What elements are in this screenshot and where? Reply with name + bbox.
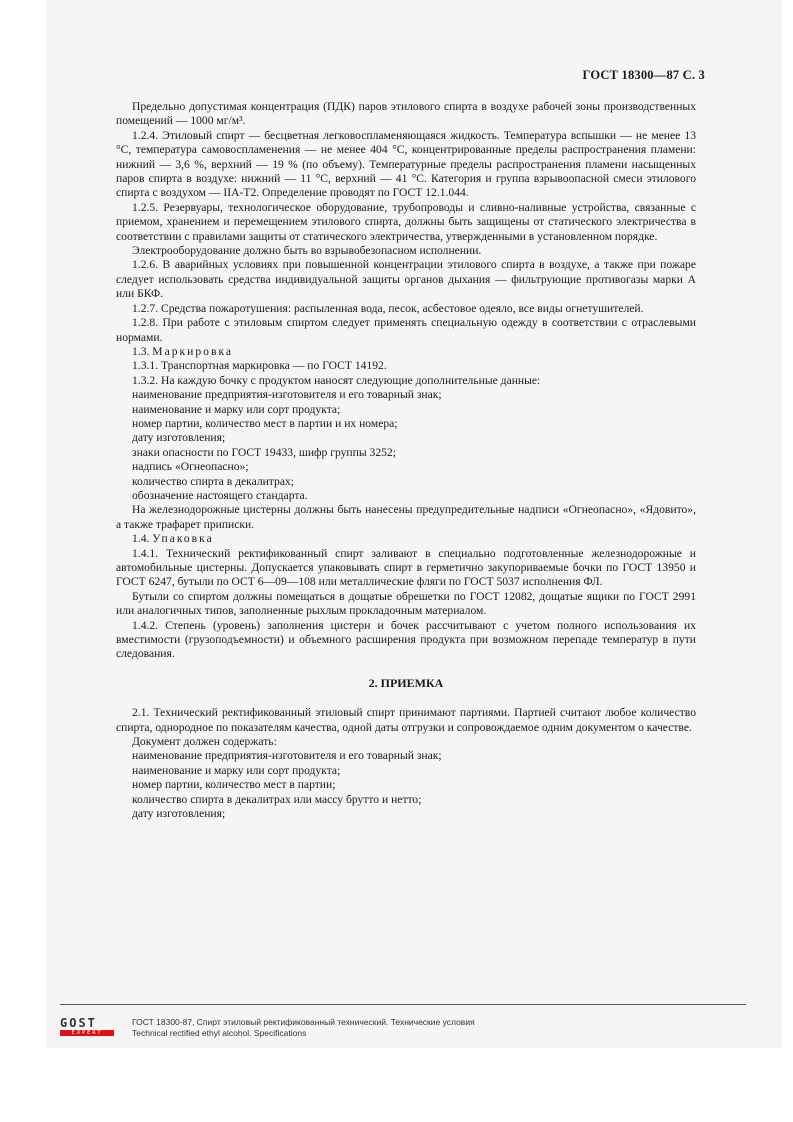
chapter-heading: 2. ПРИЕМКА	[368, 675, 444, 690]
paragraph: 1.2.5. Резервуары, технологическое оборудование, трубопроводы и сливно-наливные устройства, связанные с приемом, хранением и перемещением этилового спирта, должны быть защищены от статического электричества в соответствии с правилами защиты от статического электричества, утвержденными в установленном порядке.	[116, 200, 696, 243]
paragraph: Электрооборудование должно быть во взрывобезопасном исполнении.	[132, 244, 482, 258]
footer-caption	[132, 1017, 475, 1039]
page-header: ГОСТ 18300—87 С. 3	[582, 68, 705, 82]
paragraph: 2.1. Технический ректификованный этиловый спирт принимают партиями. Партией считают любое количество спирта, однородное по показателям качества, одной даты отгрузки и сопровождаемое одним документом о качестве.	[116, 706, 696, 734]
list-item: дату изготовления;	[132, 431, 226, 445]
list-item: наименование и марку или сорт продукта;	[132, 763, 341, 777]
list-item: наименование предприятия-изготовителя и его товарный знак;	[132, 388, 442, 402]
list-item: обозначение настоящего стандарта.	[132, 488, 308, 502]
section-heading: 1.3. Маркировка	[132, 344, 234, 358]
list-item: наименование предприятия-изготовителя и его товарный знак;	[132, 749, 442, 763]
footer-divider	[60, 1004, 746, 1005]
gost-expert-logo	[60, 1017, 114, 1036]
section-heading: 1.4. Упаковка	[132, 532, 214, 546]
paragraph: 1.2.8. При работе с этиловым спиртом следует применять специальную одежду в соответствии с отраслевыми нормами.	[116, 316, 696, 344]
document-body	[116, 100, 696, 822]
paragraph: 1.4.2. Степень (уровень) заполнения цистерн и бочек рассчитывают с учетом полного использования их вместимости (грузоподъемности) и объемного расширения продукта при возможном перепаде температур в пути следования.	[116, 618, 696, 661]
paragraph: 1.3.2. На каждую бочку с продуктом наносят следующие дополнительные данные:	[132, 373, 541, 387]
paragraph: 1.2.6. В аварийных условиях при повышенной концентрации этилового спирта в воздухе, а также при пожаре следует использовать средства индивидуальной защиты органов дыхания — фильтрующие противогазы марки А или БКФ.	[116, 258, 696, 301]
paragraph: Предельно допустимая концентрация (ПДК) паров этилового спирта в воздухе рабочей зоны производственных помещений — 1000 мг/м³.	[116, 100, 696, 128]
list-item: знаки опасности по ГОСТ 19433, шифр группы 3252;	[132, 445, 396, 459]
list-item: номер партии, количество мест в партии;	[132, 778, 336, 792]
list-item: количество спирта в декалитрах или массу брутто и нетто;	[132, 792, 422, 806]
paragraph: На железнодорожные цистерны должны быть нанесены предупредительные надписи «Огнеопасно», «Ядовито», а также трафарет приписки.	[116, 503, 696, 531]
list-item: наименование и марку или сорт продукта;	[132, 402, 341, 416]
list-item: дату изготовления;	[132, 807, 226, 821]
list-item: номер партии, количество мест в партии и их номера;	[132, 416, 398, 430]
list-item: надпись «Огнеопасно»;	[132, 460, 249, 474]
paragraph: Бутыли со спиртом должны помещаться в дощатые обрешетки по ГОСТ 12082, дощатые ящики по ГОСТ 2991 или аналогичных типов, заполненные рыхлым прокладочным материалом.	[116, 589, 696, 618]
paragraph: Документ должен содержать:	[132, 735, 277, 749]
paragraph: 1.4.1. Технический ректификованный спирт заливают в специально подготовленные железнодорожные и автомобильные цистерны. Допускается упаковывать спирт в герметично закупориваемые бочки по ГОСТ 13950 и ГОСТ 6247, бутыли по ОСТ 6—09—108 или металлические фляги по ГОСТ 5037 исполнения ФЛ.	[116, 546, 696, 589]
paragraph: 1.2.4. Этиловый спирт — бесцветная легковоспламеняющаяся жидкость. Температура вспышки — не менее 13 °С, температура самовоспламенения — не менее 404 °С, концентрированные пределы распространения пламени: нижний — 3,6 %, верхний — 19 % (по объему). Температурные пределы распространения пламени насыщенных паров спирта в воздухе: нижний — 11 °С, верхний — 41 °С. Категория и группа взрывоопасной смеси этилового спирта с воздухом — IIA-T2. Определение проводят по ГОСТ 12.1.044.	[116, 128, 696, 200]
footer-title-en: Technical rectified ethyl alcohol. Specifications	[132, 1028, 307, 1038]
logo-top-text: GOST	[60, 1016, 97, 1030]
paragraph: 1.2.7. Средства пожаротушения: распыленная вода, песок, асбестовое одеяло, все виды огнетушителей.	[132, 301, 644, 315]
list-item: количество спирта в декалитрах;	[132, 474, 294, 488]
logo-bottom-text: EXPERT	[60, 1030, 114, 1036]
paragraph: 1.3.1. Транспортная маркировка — по ГОСТ 14192.	[132, 359, 387, 373]
footer-title-ru: ГОСТ 18300-87, Спирт этиловый ректификованный технический. Технические условия	[132, 1017, 475, 1027]
